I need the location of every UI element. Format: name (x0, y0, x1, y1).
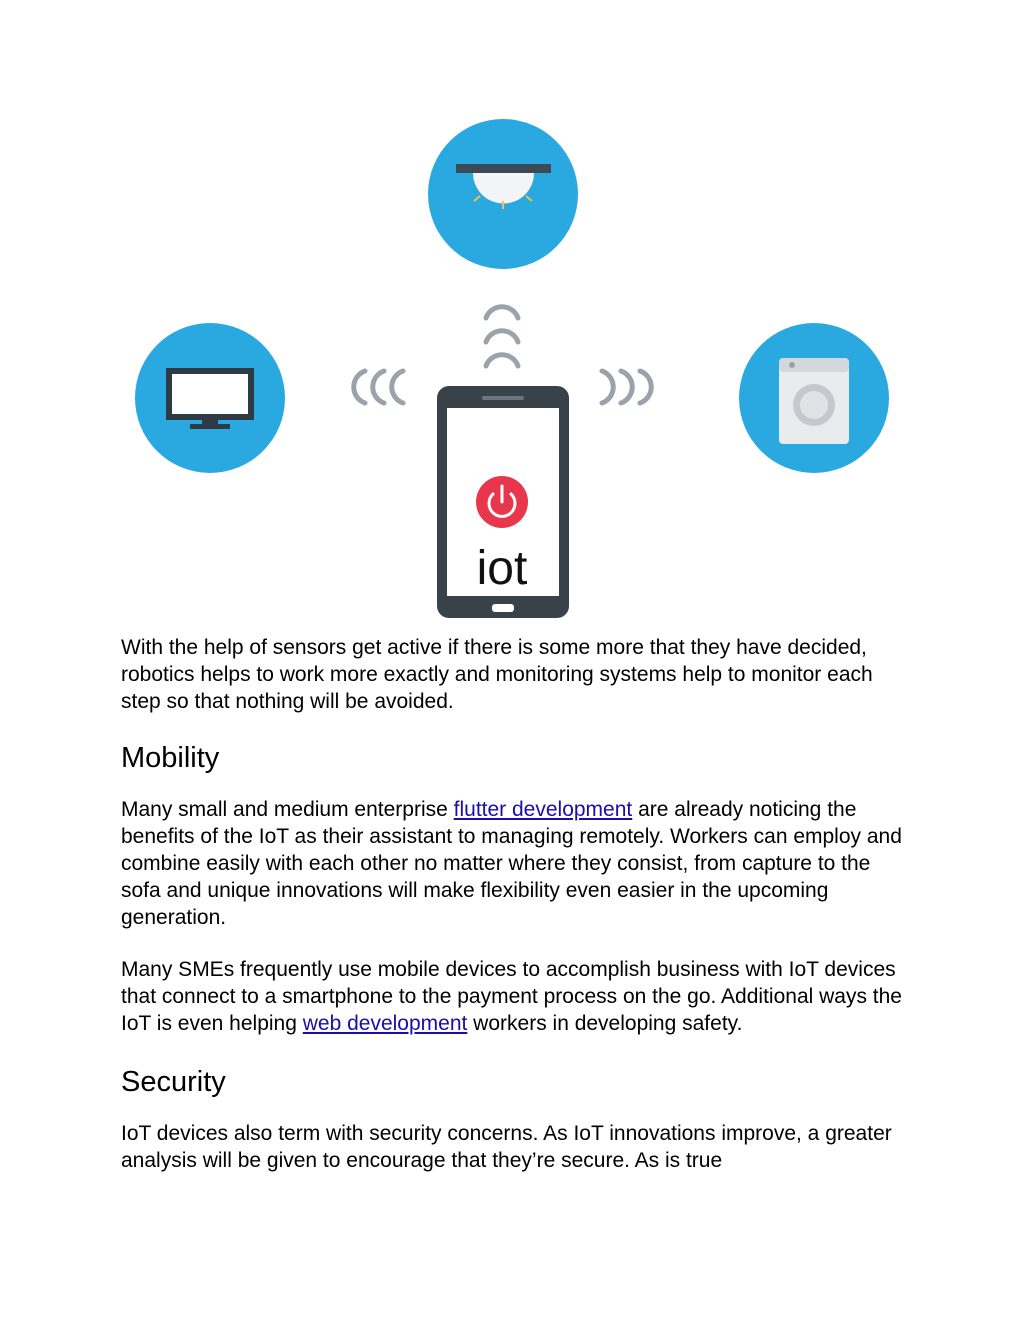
phone-label: iot (476, 542, 528, 595)
washing-machine-icon (739, 323, 889, 473)
flutter-development-link[interactable]: flutter development (453, 798, 633, 821)
security-paragraph: IoT devices also term with security concerns. As IoT innovations improve, a greater analysis will be given to encourage that they’re secure. As is true (121, 1122, 892, 1172)
mobility-p1-text-start: Many small and medium enterprise (121, 798, 454, 821)
security-heading: Security (121, 1066, 226, 1098)
mobility-p2-text-end: workers in developing safety. (467, 1012, 743, 1035)
web-development-link[interactable]: web development (302, 1012, 468, 1035)
mobility-paragraph-1 (121, 796, 911, 931)
smartphone-icon (437, 386, 569, 618)
mobility-p2-text-start: Many SMEs frequently use mobile devices to accomplish business with IoT devices that connect to a smartphone to the payment process on the go. Additional ways the IoT is even helping (121, 958, 902, 1035)
intro-paragraph: With the help of sensors get active if there is some more that they have decided, robotics helps to work more exactly and monitoring systems help to monitor each step so that nothing will be avoided. (121, 636, 873, 713)
mobility-heading: Mobility (121, 742, 220, 774)
power-icon (476, 476, 528, 528)
mobility-paragraph-2 (121, 956, 911, 1037)
mobility-p1-text-end: are already noticing the benefits of the IoT as their assistant to managing remotely. Workers can employ and combine easily with each other no matter where they consist, from capture to the sofa and unique innovations will make flexibility even easier in the upcoming generation. (121, 798, 902, 929)
ceiling-light-icon (428, 119, 578, 269)
article-content (121, 634, 911, 1174)
iot-illustration (120, 118, 910, 623)
iot-diagram (120, 118, 910, 623)
monitor-icon (135, 323, 285, 473)
